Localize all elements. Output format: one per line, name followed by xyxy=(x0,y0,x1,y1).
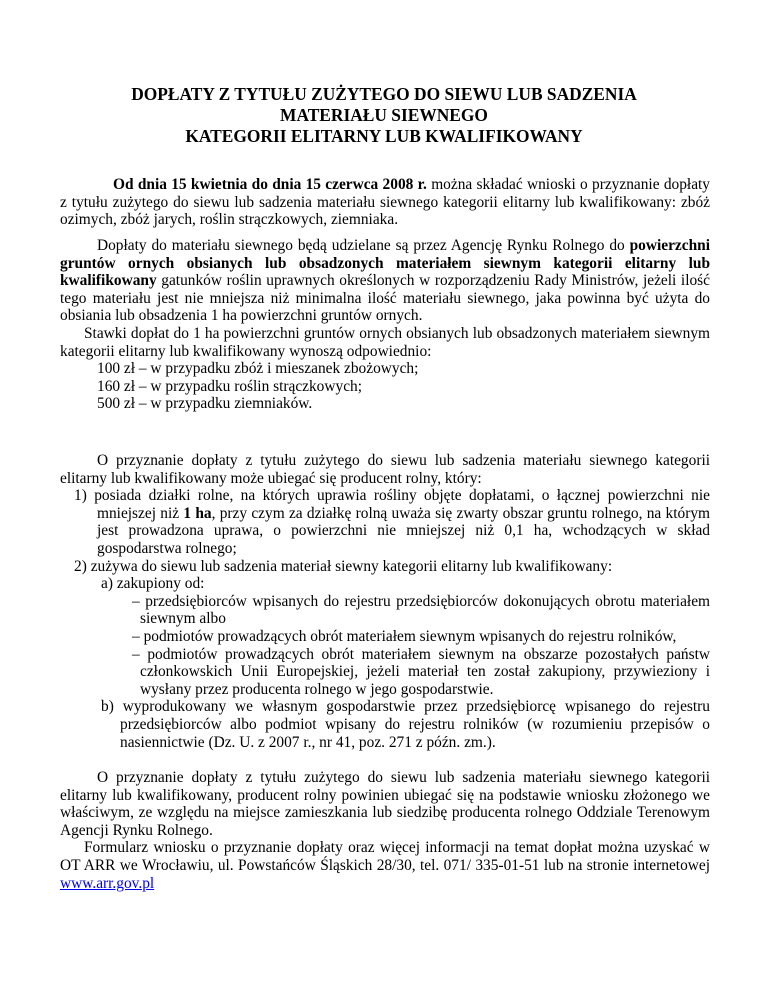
arr-website-link[interactable]: www.arr.gov.pl xyxy=(60,874,155,892)
scope-bold: powierzchni gruntów ornych obsianych lub obsadzonych materiałem siewnym kategorii elitarny lub kwalifikowany xyxy=(60,237,710,290)
page-title xyxy=(60,84,708,147)
paragraph-deadline xyxy=(60,176,710,229)
application-text: O przyznanie dopłaty z tytułu zużytego do siewu lub sadzenia materiału siewnego kategorii elitarny lub kwalifikowany, producent rolny powinien ubiegać się na podstawie wniosku złożonego we właściwym, ze względu na miejsce zamieszkania lub siedzibę producenta rolnego Oddziale Terenowym Agencji Rynku Rolnego. xyxy=(60,769,710,839)
list-item-2a: a) zakupiony od: xyxy=(101,575,205,593)
deadline-text: można składać wnioski o przyznanie dopłaty z tytułu zużytego do siewu lub sadzenia materiału siewnego kategorii elitarny lub kwalifikowany: zbóż ozimych, zbóż jarych, roślin strączkowych, ziemniaka. xyxy=(60,176,710,229)
rate-item: 500 zł – w przypadku ziemniaków. xyxy=(97,395,313,413)
rate-item: 160 zł – w przypadku roślin strączkowych; xyxy=(97,377,362,395)
dash-item: – przedsiębiorców wpisanych do rejestru przedsiębiorców dokonujących obrotu materiałem siewnym albo xyxy=(132,592,710,628)
list-item-1: 1) posiada działki rolne, na których uprawia rośliny objęte dopłatami, o łącznej powierzchni nie mniejszej niż 1 ha, przy czym za działkę rolną uważa się zwarty obszar gruntu rolnego, na którym jest prowadzona uprawa, o powierzchni nie mniejszej niż 0,1 ha, wchodzących w skład gospodarstwa rolnego; xyxy=(74,487,710,557)
scope-text-1: Dopłaty do materiału siewnego będą udzielane są przez Agencję Rynku Rolnego do xyxy=(97,237,630,254)
rate-item: 100 zł – w przypadku zbóż i mieszanek zbożowych; xyxy=(97,360,419,378)
paragraph-subsidy-scope xyxy=(60,237,710,413)
list-item-2: 2) zużywa do siewu lub sadzenia materiał siewny kategorii elitarny lub kwalifikowany: xyxy=(74,557,613,575)
eligibility-intro: O przyznanie dopłaty z tytułu zużytego do siewu lub sadzenia materiału siewnego kategorii elitarny lub kwalifikowany może ubiegać się producent rolny, który: xyxy=(60,452,710,487)
list-item-2b: b) wyprodukowany we własnym gospodarstwie przez przedsiębiorcę wpisanego do rejestru przedsiębiorców albo podmiot wpisany do rejestru rolników (w rozumieniu przepisów o nasiennictwie (Dz. U. z 2007 r., nr 41, poz. 271 z późn. zm.). xyxy=(101,698,710,751)
rates-intro: Stawki dopłat do 1 ha powierzchni gruntów ornych obsianych lub obsadzonych materiałem siewnym kategorii elitarny lub kwalifikowany wynoszą odpowiednio: xyxy=(60,324,710,360)
paragraph-application xyxy=(60,769,710,892)
title-line-1: DOPŁATY Z TYTUŁU ZUŻYTEGO DO SIEWU LUB SADZENIA xyxy=(131,84,637,104)
form-info: Formularz wniosku o przyznanie dopłaty oraz więcej informacji na temat dopłat można uzyskać w OT ARR we Wrocławiu, ul. Powstańców Śląskich 28/30, tel. 071/ 335-01-51 lub na stronie internetowej www.arr.gov.pl xyxy=(60,839,710,892)
title-line-3: KATEGORII ELITARNY LUB KWALIFIKOWANY xyxy=(185,126,583,146)
scope-text-2: gatunków roślin uprawnych określonych w rozporządzeniu Rady Ministrów, jeżeli ilość tego materiału jest nie mniejsza niż minimalna ilość materiału siewnego, jaka powinna być użyta do obsiania lub obsadzenia 1 ha powierzchni gruntów ornych. xyxy=(60,272,710,325)
dash-item: – podmiotów prowadzących obrót materiałem siewnym wpisanych do rejestru rolników, xyxy=(132,627,677,645)
paragraph-eligibility xyxy=(60,452,710,751)
title-line-2: MATERIAŁU SIEWNEGO xyxy=(280,105,488,125)
dash-item: – podmiotów prowadzących obrót materiałem siewnym na obszarze pozostałych państw członkowskich Unii Europejskiej, jeżeli materiał ten został zakupiony, przywieziony i wysłany przez producenta rolnego w jego gospodarstwie. xyxy=(132,645,710,698)
deadline-dates: Od dnia 15 kwietnia do dnia 15 czerwca 2008 r. xyxy=(113,176,427,193)
